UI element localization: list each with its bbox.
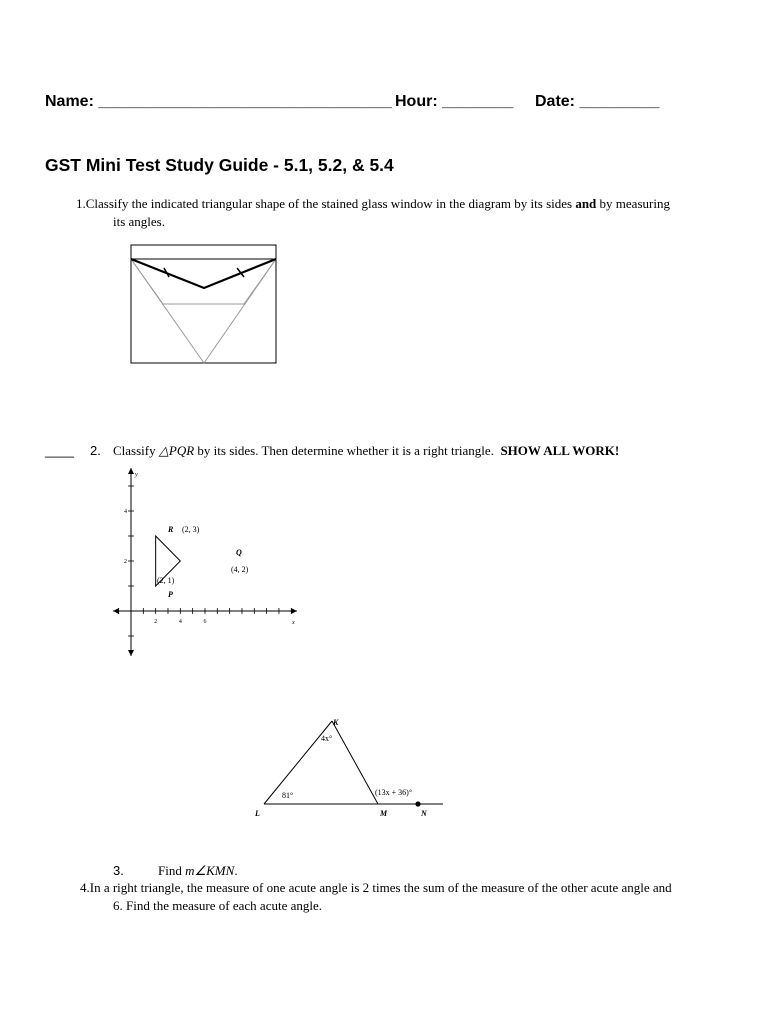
name-field-label: Name: _________________________________ [45,93,392,110]
angle-k-label: 4x° [321,734,333,743]
y-axis-label: y [135,472,138,478]
y-axis-arrow-up [128,468,134,474]
question-2-body: by its sides. Then determine whether it is a right triangle. [197,443,494,458]
question-1-line-2: its angles. [113,214,165,229]
question-1-bold: and [575,196,597,211]
question-3-period: . [234,863,238,878]
point-p-coord: (2, 1) [157,576,175,585]
find-word: Find [158,863,182,878]
question-4 [80,880,672,896]
question-1-number: 1. [76,196,86,211]
angle-l-label: 81° [282,791,294,800]
coordinate-graph [105,462,305,662]
inner-lines [131,259,276,304]
question-4-line-2: 6. Find the measure of each acute angle. [113,898,322,913]
x-axis-label: x [292,620,295,626]
point-q-coord: (4, 2) [231,565,249,574]
point-n-label: N [421,809,427,818]
x-tick-label-4: 4 [178,619,182,625]
vertex-m-label: M [380,809,388,818]
question-3-number: 3. [113,863,124,878]
point-r-label: R [168,525,174,534]
axis-tick-marks [119,486,292,636]
point-p-label: P [168,590,173,599]
hour-field-label: Hour: ________ [395,93,514,110]
triangle-pqr-symbol: △PQR [158,443,195,458]
point-q-label: Q [236,548,242,557]
stained-glass-diagram [125,240,285,370]
point-n [415,801,420,806]
question-3-text [158,863,238,879]
x-tick-label-2: 2 [154,619,158,625]
vertex-l-label: L [255,809,260,818]
question-4-text: In a right triangle, the measure of one acute angle is 2 times the sum of the measure of the other acute angle and [89,880,672,895]
question-2-number: 2. [90,443,101,458]
angle-kmn-expression: m∠KMN [185,863,235,878]
date-field-label: Date: _________ [535,93,660,110]
x-axis-arrow-left [113,608,119,614]
angle-m-label: (13x + 36)° [375,788,413,797]
question-2-text [113,443,619,459]
y-tick-label-2: 2 [124,559,127,565]
vertex-k-label: K [333,718,339,727]
question-1-text-a: Classify the indicated triangular shape of the stained glass window in the diagram by its sides [85,196,576,211]
side-km [332,721,378,804]
indicated-triangle [131,259,276,288]
question-1 [76,196,670,212]
question-4-number: 4. [80,880,90,895]
large-triangle-outline [131,259,276,363]
x-tick-label-6: 6 [203,619,207,625]
x-axis-arrow-right [291,608,297,614]
triangle-klm-figure [245,712,455,824]
classify-word: Classify [113,443,156,458]
question-1-text-b: by measuring [596,196,670,211]
answer-blank: ____ [45,443,74,458]
y-tick-label-4: 4 [124,509,127,515]
y-axis-arrow-down [128,650,134,656]
page-title: GST Mini Test Study Guide - 5.1, 5.2, & 5.4 [45,155,394,175]
show-all-work: SHOW ALL WORK! [500,443,620,458]
point-r-coord: (2, 3) [182,525,200,534]
